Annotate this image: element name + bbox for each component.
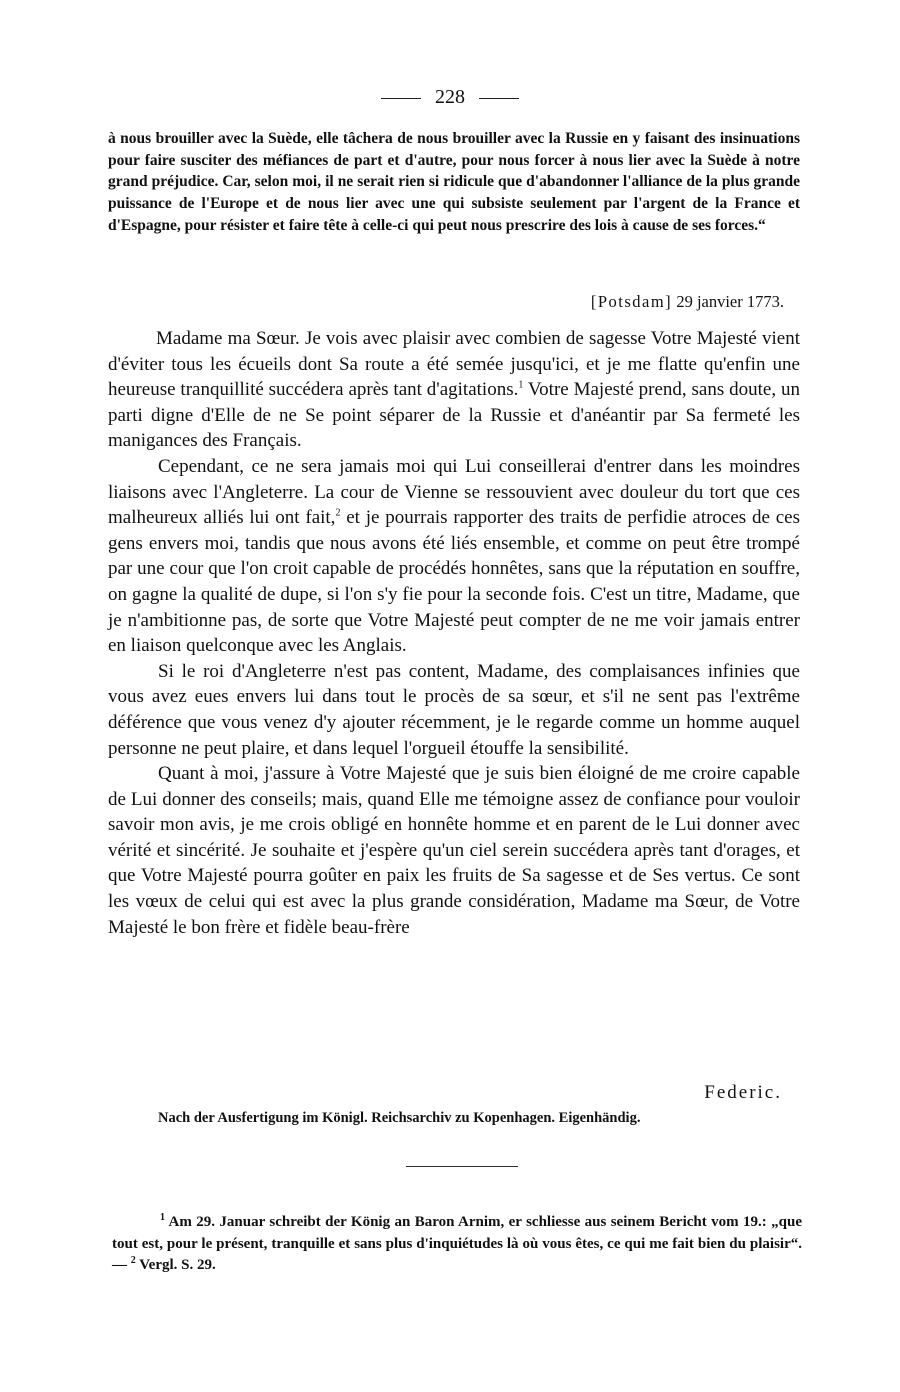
letter-body — [108, 326, 800, 940]
dateline — [591, 292, 784, 312]
header-dash-left — [381, 98, 421, 99]
letter-paragraph: Quant à moi, j'assure à Votre Majesté que je suis bien éloigné de me croire capable de Lui donner des conseils; mais, quand Elle me témoigne assez de confiance pour vouloir savoir mon avis, je me crois obligé en honnête homme et en parent de le Lui donner avec vérité et sincérité. Je souhaite et j'espère qu'un ciel serein succédera après tant d'orages, et que Votre Majesté pourra goûter en paix les fruits de Sa sagesse et de Ses vertus. Ce sont les vœux de celui qui est avec la plus grande considération, Madame ma Sœur, de Votre Majesté le bon frère et fidèle beau-frère — [108, 763, 800, 938]
page-header — [0, 86, 900, 109]
letter-text: Votre Majesté prend, sans doute, un parti digne d'Elle de ne Se point séparer de la Russie et d'anéantir par Sa fermeté les manigances des Français. — [108, 379, 801, 452]
page-number: 228 — [435, 86, 465, 108]
dateline-place: [Potsdam] — [590, 292, 673, 311]
footnote-text — [112, 1212, 802, 1277]
footnote-number: 2 — [130, 1255, 136, 1266]
dateline-date: 29 janvier 1773. — [676, 292, 784, 311]
quoted-passage — [108, 128, 800, 237]
header-dash-right — [479, 98, 519, 99]
letter-paragraph — [108, 454, 800, 659]
letter-paragraph — [108, 326, 800, 454]
footnote-1-text: Am 29. Januar schreibt der König an Baron Arnim, er schliesse aus seinem Bericht vom 19.: „que tout est, pour le présent, tranquille et sans plus d'inquiétudes là où vous êtes, ce qui me fait bien du plaisir“. — — [112, 1214, 802, 1273]
letter-text: et je pourrais rapporter des traits de perfidie atroces de ces gens envers moi, tandis que nous avons été liés ensemble, et comme on peut être trompé par une cour que l'on croit capable de procédés honnêtes, sans que la réputation en souffre, on gagne la qualité de dupe, si l'on s'y fie pour la seconde fois. C'est un titre, Madame, que je n'ambitionne pas, de sorte que Votre Majesté peut compter de ne me voir jamais entrer en liaison quelconque avec les Anglais. — [108, 507, 800, 657]
letter-text: Madame ma Sœur. Je vois avec plaisir avec combien de sagesse Votre Majesté vient d'éviter tous les écueils dont Sa route a été semée jusqu'ici, et je me flatte qu'enfin une heureuse tranquillité succédera après tant d'agitations. — [108, 328, 800, 401]
footnote-number: 1 — [160, 1212, 165, 1223]
footnote-2-text: Vergl. S. 29. — [135, 1257, 216, 1273]
letter-paragraph: Si le roi d'Angleterre n'est pas content, Madame, des complaisances infinies que vous avez eues envers lui dans tout le procès de sa sœur, et s'il ne sent pas l'extrême déférence que vous venez d'y ajouter récemment, je le regarde comme un homme auquel personne ne peut plaire, et dans lequel l'orgueil étouffe la sensibilité. — [108, 660, 800, 759]
footnote-separator — [406, 1166, 518, 1167]
signature: Federic. — [704, 1082, 782, 1103]
source-note: Nach der Ausfertigung im Königl. Reichsarchiv zu Kopenhagen. Eigenhändig. — [158, 1110, 641, 1126]
quoted-passage-text: à nous brouiller avec la Suède, elle tâchera de nous brouiller avec la Russie en y faisant des insinuations pour faire susciter des méfiances de part et d'autre, pour nous forcer à nous lier avec la Suède à notre grand préjudice. Car, selon moi, il ne serait rien si ridicule que d'abandonner l'alliance de la plus grande puissance de l'Europe et de nous lier avec une qui subsiste seulement par l'argent de la France et d'Espagne, pour résister et faire tête à celle-ci qui peut nous prescrire des lois à cause de ses forces.“ — [108, 130, 800, 234]
letter-text: Cependant, ce ne sera jamais moi qui Lui conseillerai d'entrer dans les moindres liaisons avec l'Angleterre. La cour de Vienne se ressouvient avec douleur du tort que ces malheureux alliés lui ont fait, — [108, 455, 800, 529]
footnote-marker: 1 — [518, 379, 524, 391]
footnote-marker: 2 — [335, 507, 341, 519]
footnotes — [112, 1212, 802, 1277]
